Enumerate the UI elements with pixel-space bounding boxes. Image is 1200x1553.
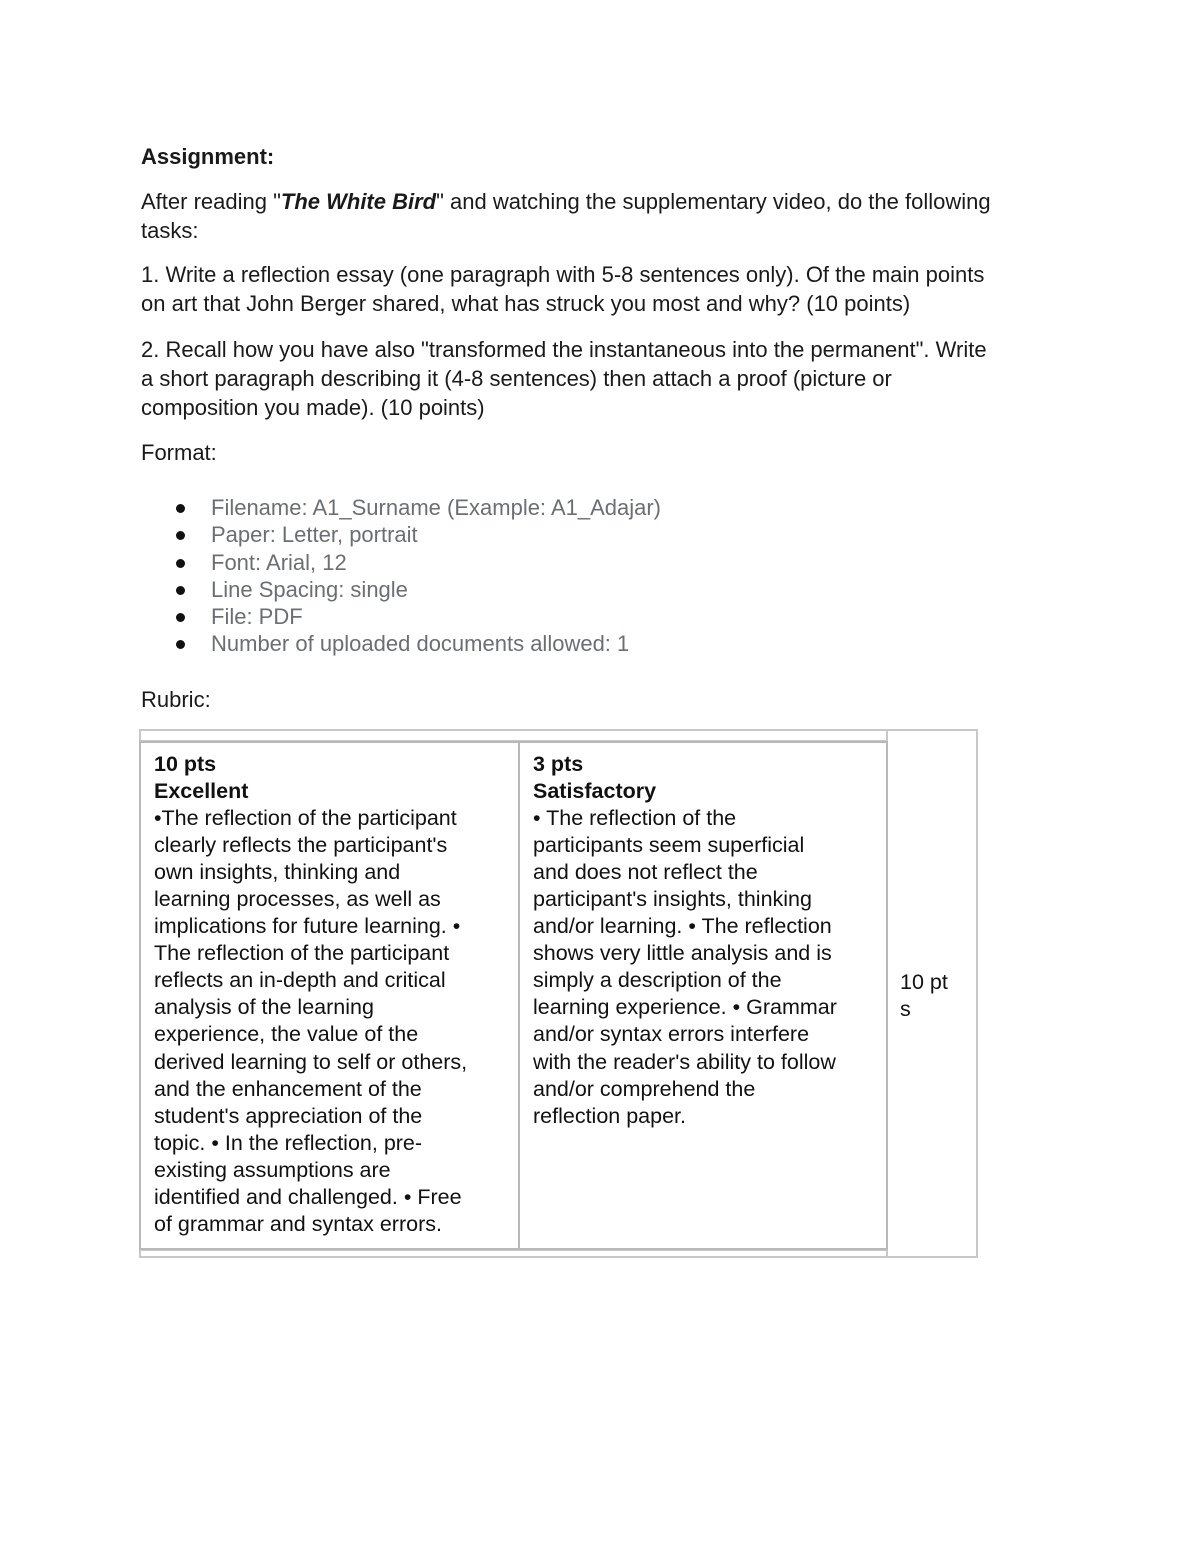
format-item-text: Paper: Letter, portrait (211, 522, 418, 548)
bullet-icon (176, 559, 185, 568)
format-item-text: File: PDF (211, 604, 303, 630)
task-2-line-1: 2. Recall how you have also "transformed the instantaneous into the permanent". Write (141, 337, 987, 362)
intro-line-1 (141, 187, 991, 216)
satisfactory-line: and/or comprehend the (533, 1076, 756, 1101)
total-points-line-1: 10 pt (900, 970, 948, 994)
excellent-line: and the enhancement of the (154, 1076, 422, 1101)
assignment-intro (141, 187, 991, 245)
excellent-line: •The reflection of the participant (154, 806, 457, 831)
excellent-line: own insights, thinking and (154, 860, 401, 885)
reading-title: The White Bird (280, 189, 437, 214)
bullet-icon (176, 613, 185, 622)
excellent-line: The reflection of the participant (154, 941, 450, 966)
satisfactory-line: shows very little analysis and is (533, 941, 832, 966)
task-1-line-2: on art that John Berger shared, what has struck you most and why? (10 points) (141, 291, 911, 316)
satisfactory-line: and/or syntax errors interfere (533, 1022, 810, 1047)
intro-prefix: After reading " (141, 189, 281, 214)
satisfactory-points: 3 pts (533, 752, 584, 776)
task-1-line-1: 1. Write a reflection essay (one paragraph with 5-8 sentences only). Of the main points (141, 262, 985, 287)
excellent-title: Excellent (154, 779, 249, 804)
format-item-text: Line Spacing: single (211, 576, 408, 602)
excellent-line: existing assumptions are (154, 1157, 391, 1182)
total-points-line-2: s (900, 997, 911, 1021)
excellent-line: of grammar and syntax errors. (154, 1211, 442, 1236)
satisfactory-line: and does not reflect the (533, 860, 758, 885)
excellent-line: analysis of the learning (154, 995, 374, 1020)
satisfactory-line: • The reflection of the (533, 806, 737, 831)
format-item-text: Font: Arial, 12 (211, 549, 347, 575)
intro-line-2: tasks: (141, 218, 199, 243)
satisfactory-line: participants seem superficial (533, 833, 805, 858)
task-1 (141, 260, 984, 318)
format-item (170, 494, 661, 521)
task-2-line-3: composition you made). (10 points) (141, 395, 485, 420)
excellent-line: reflects an in-depth and critical (154, 968, 446, 993)
intro-suffix: " and watching the supplementary video, do the following (436, 189, 991, 214)
satisfactory-title: Satisfactory (533, 779, 657, 804)
excellent-line: student's appreciation of the (154, 1103, 423, 1128)
excellent-line: identified and challenged. • Free (154, 1184, 462, 1209)
bullet-icon (176, 640, 185, 649)
format-item (170, 576, 661, 603)
format-item (170, 630, 661, 657)
excellent-line: clearly reflects the participant's (154, 833, 448, 858)
rubric-cell-satisfactory (518, 741, 888, 1250)
bullet-icon (176, 531, 185, 540)
assignment-heading: Assignment: (141, 144, 275, 169)
excellent-line: derived learning to self or others, (154, 1049, 468, 1074)
bullet-icon (176, 586, 185, 595)
excellent-line: implications for future learning. • (154, 914, 461, 939)
format-label: Format: (141, 440, 217, 465)
rubric-label: Rubric: (141, 687, 211, 712)
format-item-text: Filename: A1_Surname (Example: A1_Adajar) (211, 495, 662, 520)
satisfactory-line: reflection paper. (533, 1103, 686, 1128)
excellent-line: learning processes, as well as (154, 887, 441, 912)
format-item (170, 549, 661, 576)
format-item (170, 603, 661, 630)
satisfactory-line: simply a description of the (533, 968, 782, 993)
task-2-line-2: a short paragraph describing it (4-8 sentences) then attach a proof (picture or (141, 366, 892, 391)
satisfactory-line: and/or learning. • The reflection (533, 914, 832, 939)
format-item (170, 521, 661, 548)
format-item-text: Number of uploaded documents allowed: 1 (211, 631, 630, 657)
excellent-line: topic. • In the reflection, pre- (154, 1130, 423, 1155)
satisfactory-line: with the reader's ability to follow (533, 1049, 836, 1074)
excellent-line: experience, the value of the (154, 1022, 419, 1047)
rubric-cell-excellent (139, 741, 520, 1250)
excellent-points: 10 pts (154, 752, 217, 776)
satisfactory-line: learning experience. • Grammar (533, 995, 837, 1020)
rubric-total-points (900, 969, 948, 1023)
format-list (170, 494, 661, 658)
satisfactory-line: participant's insights, thinking (533, 887, 812, 912)
bullet-icon (176, 504, 185, 513)
task-2 (141, 335, 987, 422)
